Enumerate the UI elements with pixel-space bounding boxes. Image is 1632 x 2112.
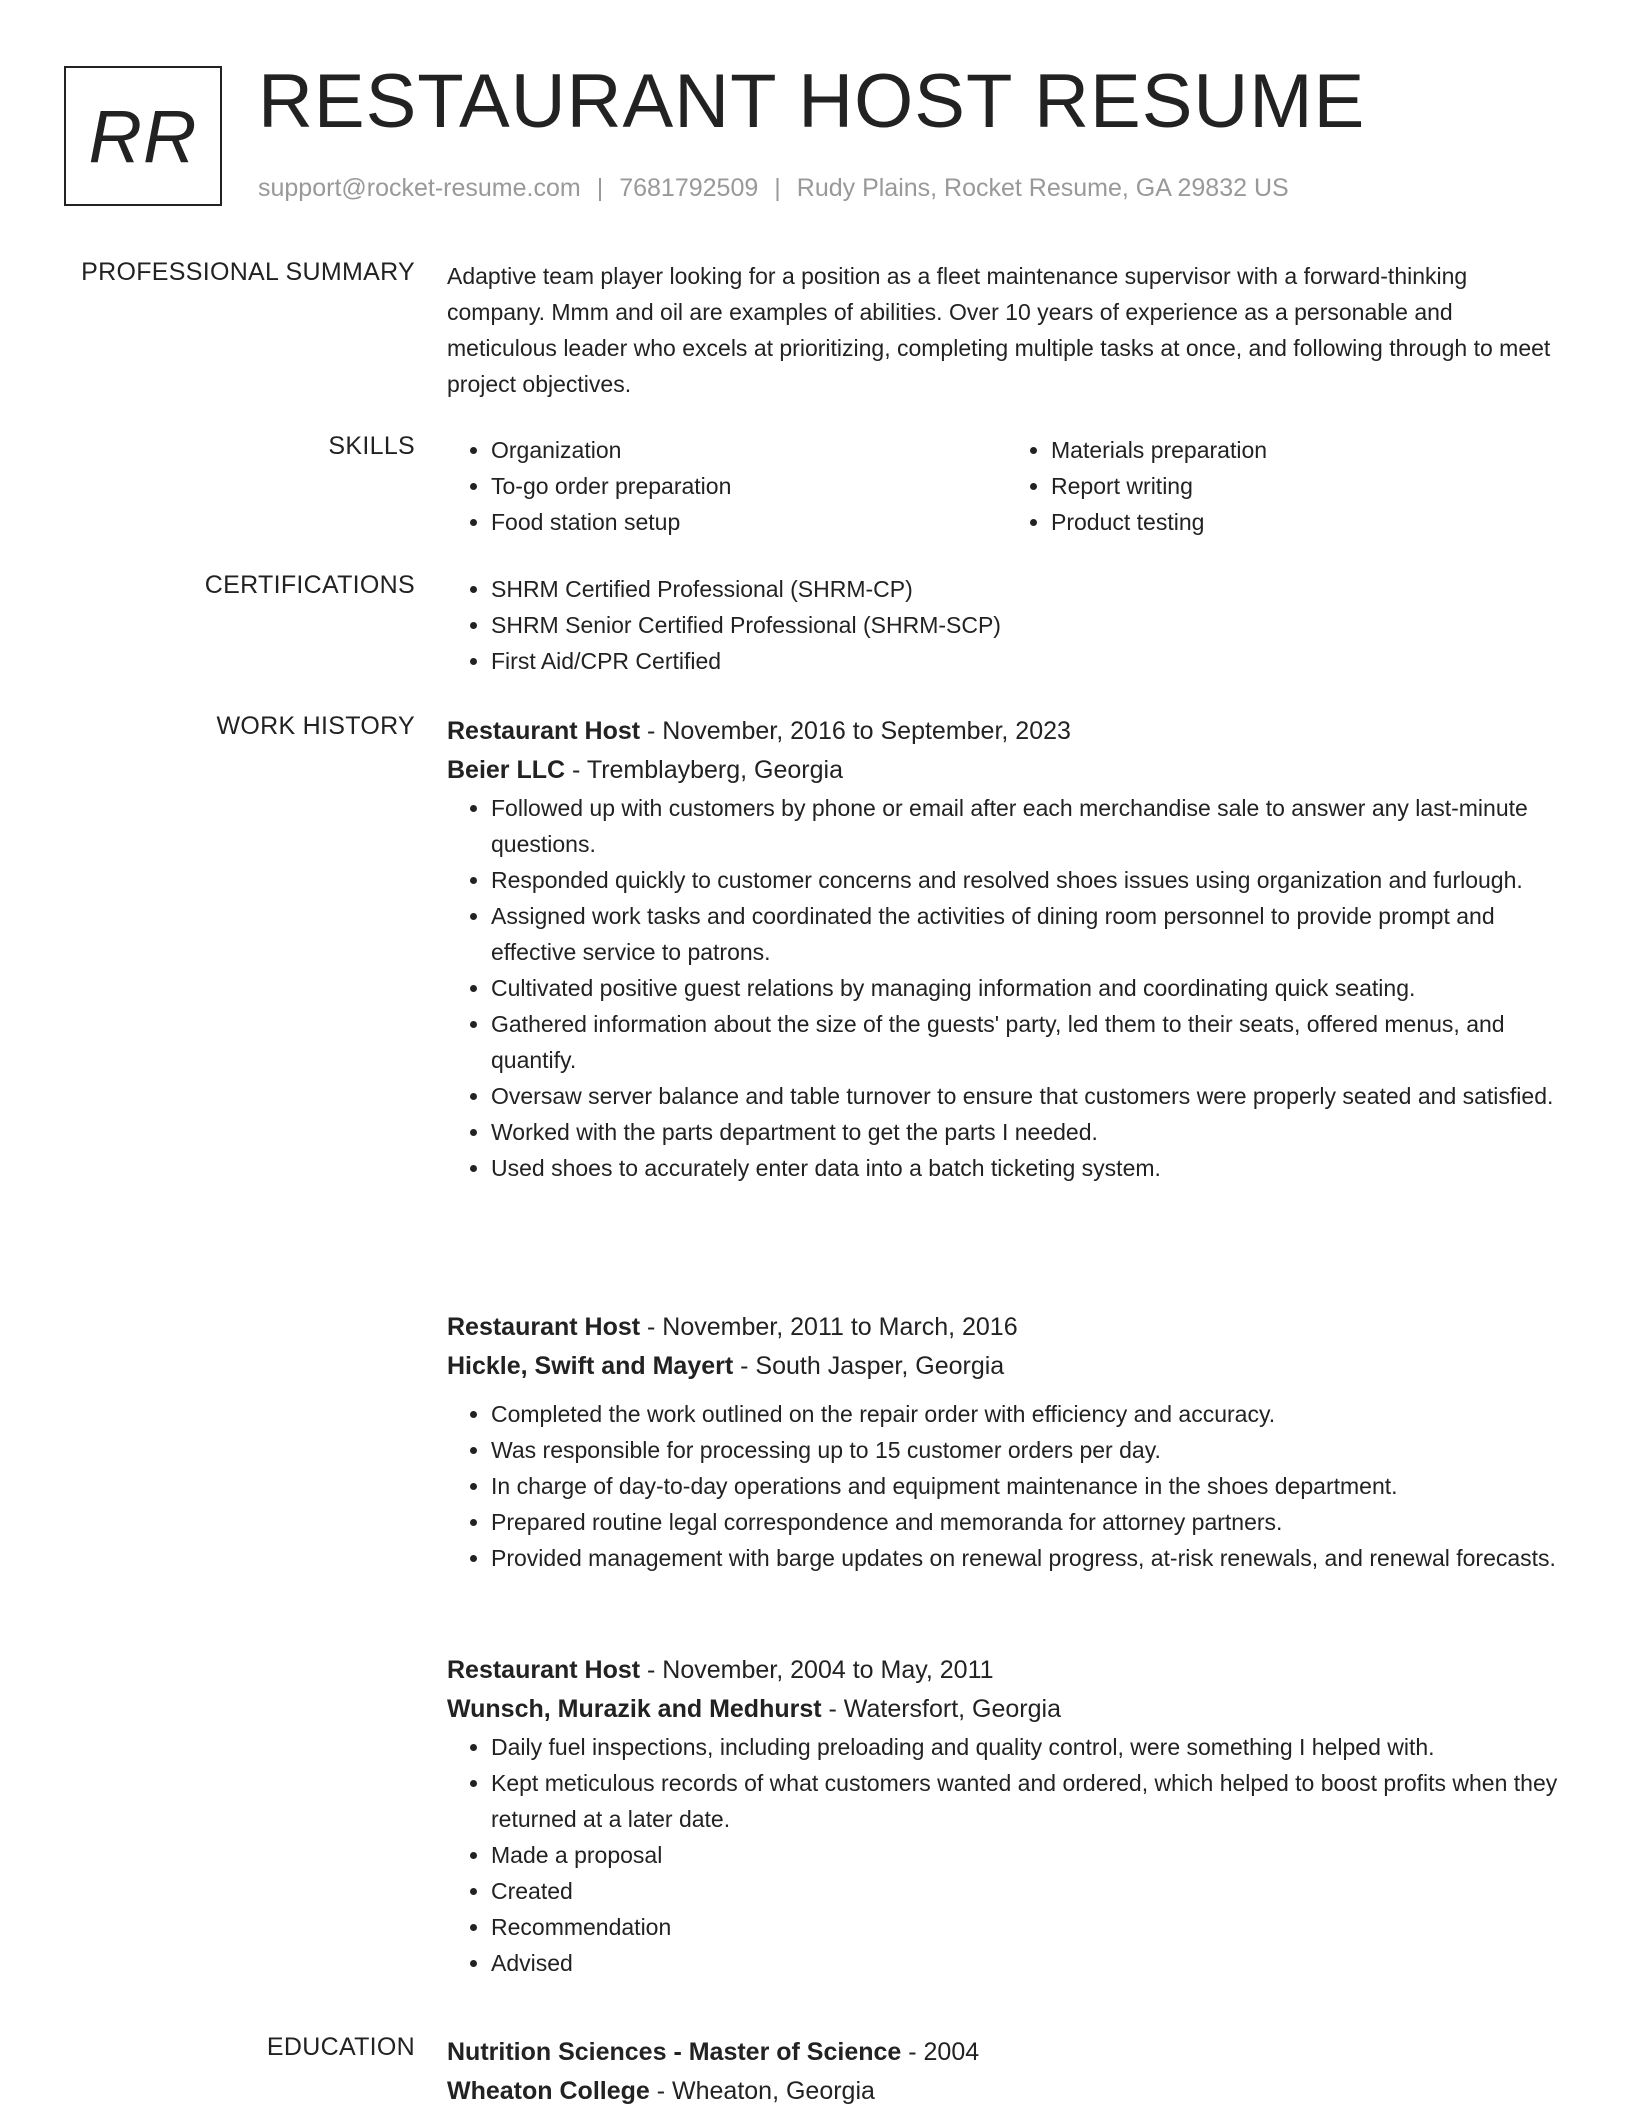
job-duties [447, 1729, 1567, 1981]
contact-line [258, 174, 1289, 203]
job-title: Restaurant Host [447, 1313, 641, 1341]
monogram: RR [64, 66, 222, 206]
job-company: Beier LLC [447, 756, 566, 784]
job-dates: - November, 2004 to May, 2011 [640, 1656, 994, 1684]
skills-label: SKILLS [328, 432, 415, 460]
skill-item: • Organization [491, 432, 1007, 468]
education-location: - Wheaton, Georgia [649, 2077, 875, 2105]
job-duties [447, 790, 1567, 1186]
job-entry [447, 1651, 1567, 1981]
work-history-label: WORK HISTORY [216, 712, 415, 740]
job-dates: - November, 2016 to September, 2023 [640, 717, 1071, 745]
summary-label: PROFESSIONAL SUMMARY [81, 258, 415, 286]
resume-title: RESTAURANT HOST RESUME [258, 59, 1366, 144]
education-school-line [447, 2072, 1567, 2111]
certification-item: • SHRM Certified Professional (SHRM-CP) [491, 571, 1567, 607]
job-entry [447, 712, 1567, 1186]
education-school: Wheaton College [447, 2077, 650, 2105]
job-duty: • Gathered information about the size of the guests' party, led them to their seats, offered menus, and quantify. [491, 1006, 1567, 1078]
job-duty: • Oversaw server balance and table turnover to ensure that customers were properly seated and satisfied. [491, 1078, 1567, 1114]
job-company-line [447, 1347, 1567, 1386]
job-duty: • Responded quickly to customer concerns and resolved shoes issues using organization and furlough. [491, 862, 1567, 898]
contact-email[interactable]: support@rocket-resume.com [258, 174, 581, 202]
job-duty: • Made a proposal [491, 1837, 1567, 1873]
skill-item: • Materials preparation [1051, 432, 1567, 468]
skill-item: • Report writing [1051, 468, 1567, 504]
job-duty: • Used shoes to accurately enter data into a batch ticketing system. [491, 1150, 1567, 1186]
education-label: EDUCATION [266, 2033, 415, 2061]
contact-separator: | [596, 174, 604, 202]
certification-item: • SHRM Senior Certified Professional (SHRM-SCP) [491, 607, 1567, 643]
certification-item: • First Aid/CPR Certified [491, 643, 1567, 679]
contact-separator: | [774, 174, 781, 202]
job-duty: • Recommendation [491, 1909, 1567, 1945]
contact-phone[interactable]: 7681792509 [619, 174, 759, 202]
job-duties [447, 1396, 1567, 1576]
job-duty: • Worked with the parts department to get the parts I needed. [491, 1114, 1567, 1150]
job-dates: - November, 2011 to March, 2016 [640, 1313, 1018, 1341]
job-company: Hickle, Swift and Mayert [447, 1352, 734, 1380]
skill-item: • Product testing [1051, 504, 1567, 540]
job-duty: • In charge of day-to-day operations and equipment maintenance in the shoes department. [491, 1468, 1567, 1504]
job-duty: • Created [491, 1873, 1567, 1909]
job-location: - Watersfort, Georgia [821, 1695, 1061, 1723]
job-location: - South Jasper, Georgia [733, 1352, 1005, 1380]
job-duty: • Daily fuel inspections, including preloading and quality control, were something I helped with. [491, 1729, 1567, 1765]
certifications-label: CERTIFICATIONS [204, 571, 415, 599]
job-company-line [447, 751, 1567, 790]
job-company: Wunsch, Murazik and Medhurst [447, 1695, 822, 1723]
skill-item: • To-go order preparation [491, 468, 1007, 504]
job-title: Restaurant Host [447, 717, 641, 745]
education-degree: Nutrition Sciences - Master of Science [447, 2038, 902, 2066]
job-duty: • Was responsible for processing up to 15 customer orders per day. [491, 1432, 1567, 1468]
skills-list-left [447, 432, 1007, 540]
contact-address: Rudy Plains, Rocket Resume, GA 29832 US [796, 174, 1289, 202]
job-duty: • Prepared routine legal correspondence and memoranda for attorney partners. [491, 1504, 1567, 1540]
job-title: Restaurant Host [447, 1656, 641, 1684]
education-degree-line [447, 2033, 1567, 2072]
skills-list-right [1007, 432, 1567, 540]
certifications-list [447, 571, 1567, 679]
job-duty: • Advised [491, 1945, 1567, 1981]
job-entry [447, 1308, 1567, 1576]
job-duty: • Completed the work outlined on the repair order with efficiency and accuracy. [491, 1396, 1567, 1432]
job-duty: • Kept meticulous records of what customers wanted and ordered, which helped to boost profits when they returned at a later date. [491, 1765, 1567, 1837]
job-title-line [447, 1308, 1567, 1347]
skill-item: • Food station setup [491, 504, 1007, 540]
job-title-line [447, 1651, 1567, 1690]
education-year: - 2004 [901, 2038, 980, 2066]
job-duty: • Provided management with barge updates on renewal progress, at-risk renewals, and renewal forecasts. [491, 1540, 1567, 1576]
job-duty: • Cultivated positive guest relations by managing information and coordinating quick seating. [491, 970, 1567, 1006]
job-location: - Tremblayberg, Georgia [565, 756, 843, 784]
job-title-line [447, 712, 1567, 751]
job-company-line [447, 1690, 1567, 1729]
job-duty: • Followed up with customers by phone or email after each merchandise sale to answer any last-minute questions. [491, 790, 1567, 862]
summary-text: Adaptive team player looking for a position as a fleet maintenance supervisor with a forward-thinking company. Mmm and oil are examples of abilities. Over 10 years of experience as a personable and meticulous leader who excels at prioritizing, completing multiple tasks at once, and following through to meet project objectives. [447, 263, 1551, 397]
job-duty: • Assigned work tasks and coordinated the activities of dining room personnel to provide prompt and effective service to patrons. [491, 898, 1567, 970]
